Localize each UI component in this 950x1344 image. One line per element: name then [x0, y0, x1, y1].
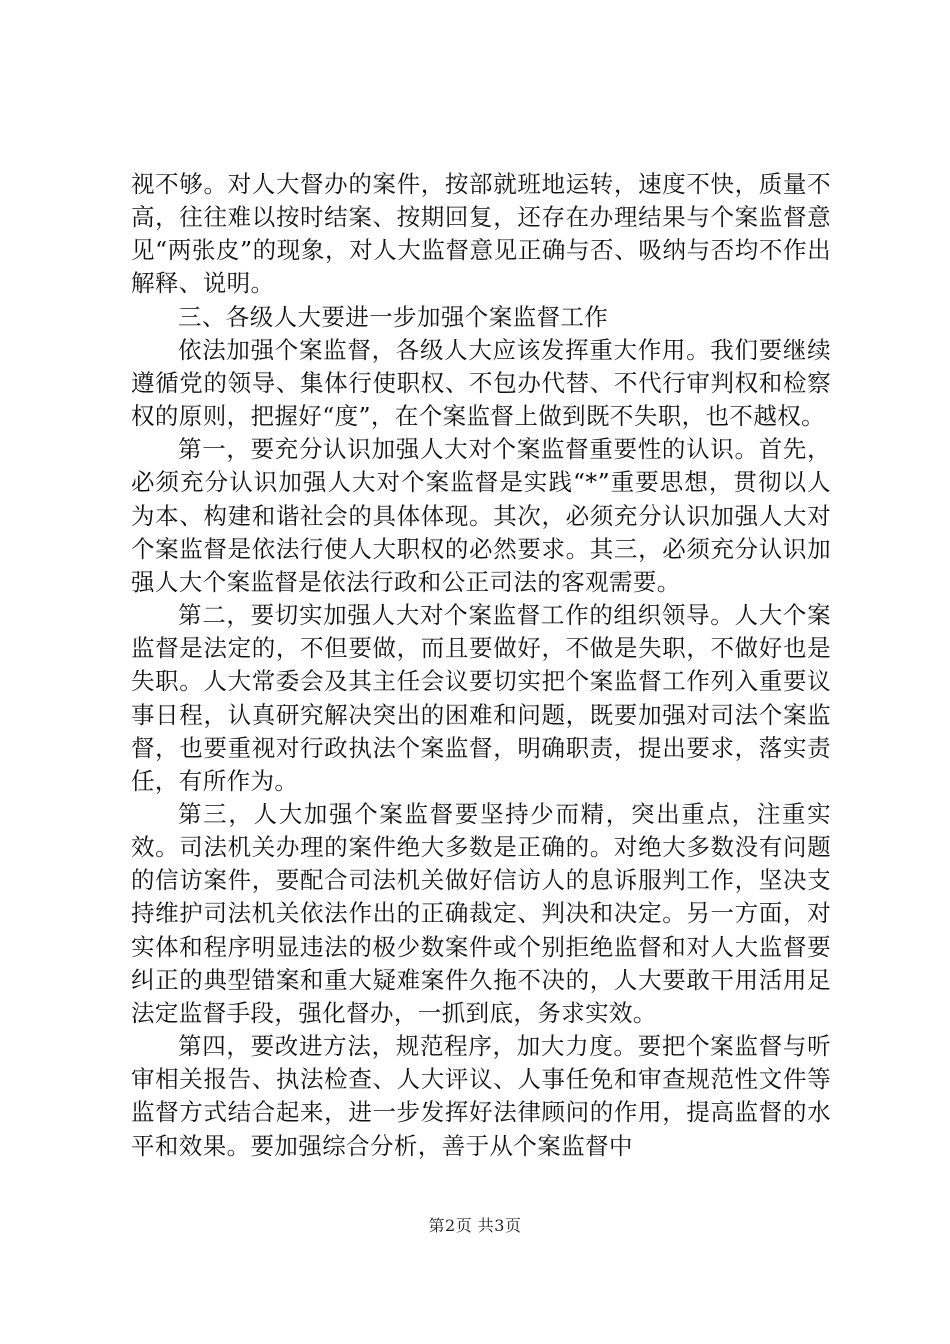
paragraph-6: 第四，要改进方法，规范程序，加大力度。要把个案监督与听审相关报告、执法检查、人大评议、人事任免和审查规范性文件等监督方式结合起来，进一步发挥好法律顾问的作用，提高监督的水平和效果。要加强综合分析，善于从个案监督中: [131, 1032, 831, 1160]
document-body: [131, 168, 831, 1163]
page-number-label: 第2页 共3页: [428, 1216, 522, 1235]
paragraph-1: 视不够。对人大督办的案件，按部就班地运转，速度不快，质量不高，往往难以按时结案、按期回复，还存在办理结果与个案监督意见“两张皮”的现象，对人大监督意见正确与否、吸纳与否均不作出解释、说明。: [131, 170, 831, 298]
paragraph-2: 依法加强个案监督，各级人大应该发挥重大作用。我们要继续遵循党的领导、集体行使职权、不包办代替、不代行审判权和检察权的原则，把握好“度”，在个案监督上做到既不失职，也不越权。: [131, 335, 831, 431]
paragraph-5: 第三，人大加强个案监督要坚持少而精，突出重点，注重实效。司法机关办理的案件绝大多数是正确的。对绝大多数没有问题的信访案件，要配合司法机关做好信访人的息诉服判工作，坚决支持维护司法机关依法作出的正确裁定、判决和决定。另一方面，对实体和程序明显违法的极少数案件或个别拒绝监督和对人大监督要纠正的典型错案和重大疑难案件久拖不决的，人大要敢干用活用足法定监督手段，强化督办，一抓到底，务求实效。: [131, 799, 831, 1027]
page-footer: [0, 1216, 950, 1236]
section-heading-3: 三、各级人大要进一步加强个案监督工作: [178, 302, 609, 331]
paragraph-3: 第一，要充分认识加强人大对个案监督重要性的认识。首先，必须充分认识加强人大对个案监督是实践“*”重要思想，贯彻以人为本、构建和谐社会的具体体现。其次，必须充分认识加强人大对个案监督是依法行使人大职权的必然要求。其三，必须充分认识加强人大个案监督是依法行政和公正司法的客观需要。: [131, 435, 831, 596]
paragraph-4: 第二，要切实加强人大对个案监督工作的组织领导。人大个案监督是法定的，不但要做，而且要做好，不做是失职，不做好也是失职。人大常委会及其主任会议要切实把个案监督工作列入重要议事日程，认真研究解决突出的困难和问题，既要加强对司法个案监督，也要重视对行政执法个案监督，明确职责，提出要求，落实责任，有所作为。: [131, 601, 831, 795]
